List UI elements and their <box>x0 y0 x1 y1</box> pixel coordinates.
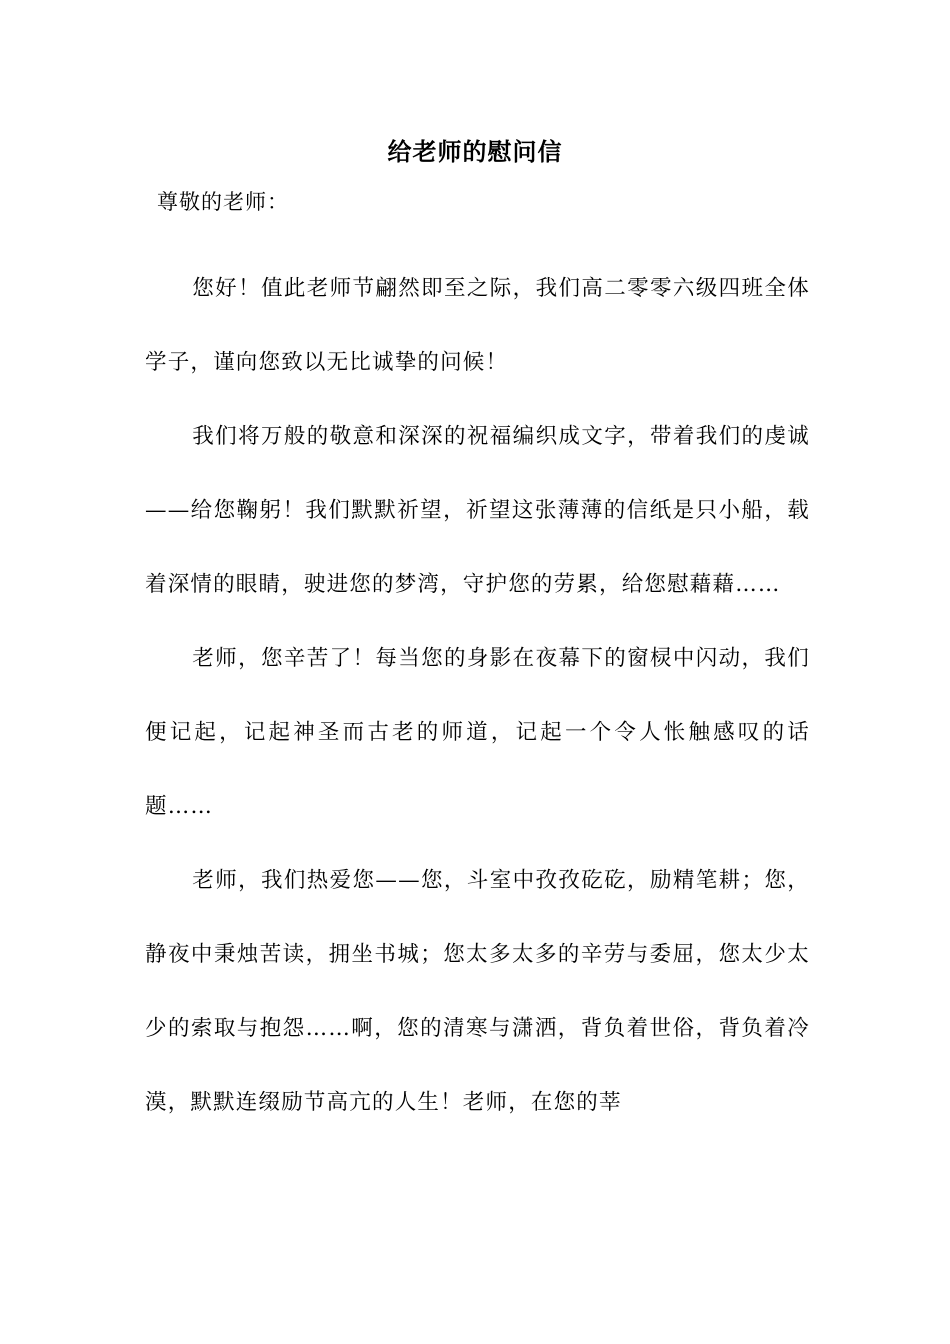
paragraph-blessing: 我们将万般的敬意和深深的祝福编织成文字，带着我们的虔诚——给您鞠躬！我们默默祈望，祈望这张薄薄的信纸是只小船，载着深情的眼睛，驶进您的梦湾，守护您的劳累，给您慰藉藉…… <box>145 424 810 597</box>
paragraph-love: 老师，我们热爱您——您，斗室中孜孜矻矻，励精笔耕；您，静夜中秉烛苦读，拥坐书城；您太多太多的辛劳与委屈，您太少太少的索取与抱怨……啊，您的清寒与潇洒，背负着世俗，背负着冷漠，默默连缀励节高亢的人生！老师，在您的莘 <box>145 868 810 1115</box>
letter-salutation: 尊敬的老师： <box>157 190 289 214</box>
paragraph-gratitude: 老师，您辛苦了！每当您的身影在夜幕下的窗棂中闪动，我们便记起，记起神圣而古老的师道，记起一个令人怅触感叹的话题…… <box>145 646 810 819</box>
paragraph-greeting: 您好！值此老师节翩然即至之际，我们高二零零六级四班全体学子，谨向您致以无比诚挚的问候！ <box>145 276 810 375</box>
letter-title: 给老师的慰问信 <box>387 137 563 166</box>
letter-body <box>145 252 810 1140</box>
